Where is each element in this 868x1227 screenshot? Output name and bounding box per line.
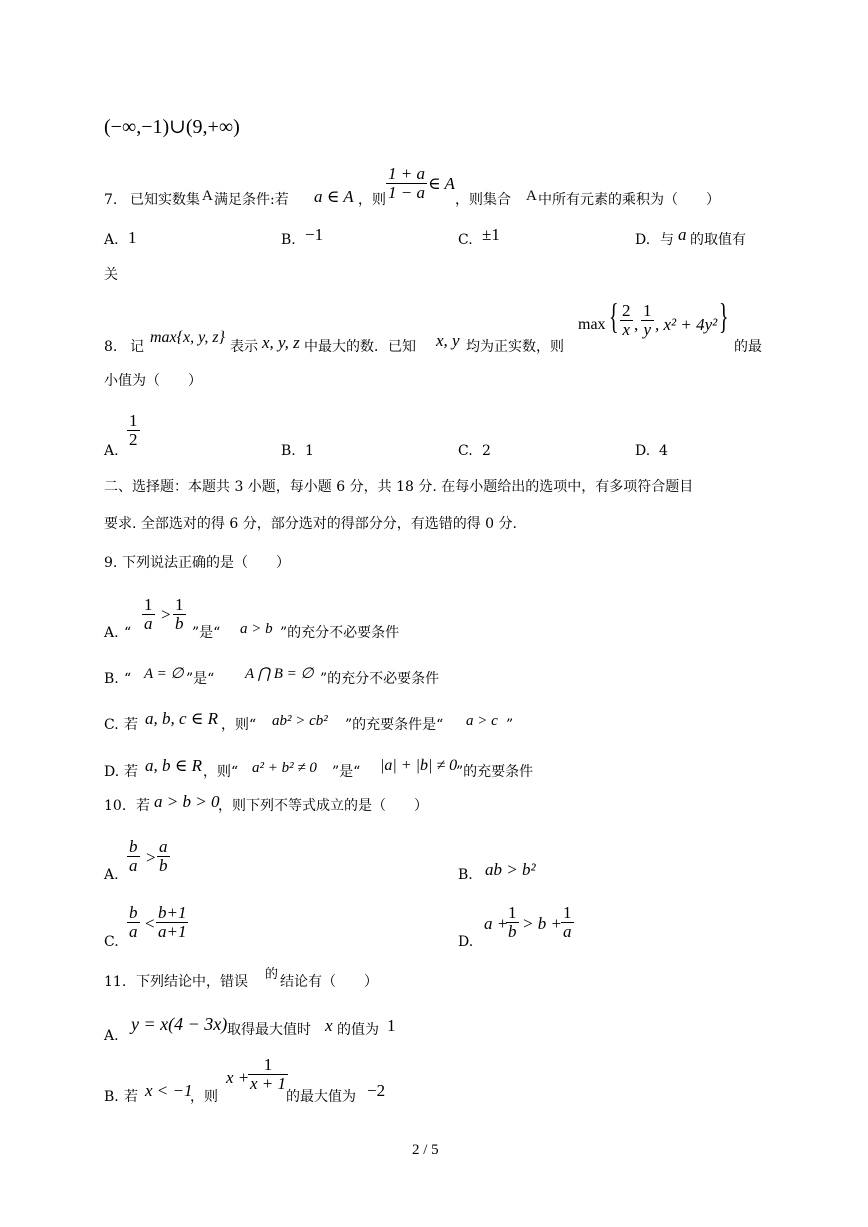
q9-b-tail: ”的充分不必要条件 [320, 671, 440, 687]
q9-a-fraction-1 [142, 596, 155, 633]
q10-c-label: C. [104, 934, 119, 950]
q10-c-f2-denominator: a+1 [158, 922, 187, 941]
q7-option-b-label: B. [281, 232, 296, 248]
q11-a-expression: y = x(4 − 3x) [131, 1014, 228, 1034]
q10-a-f1-denominator: a [129, 856, 138, 875]
q11-b-value: −2 [367, 1081, 386, 1100]
q10-text-1: 若 [136, 798, 150, 814]
q7-set-a: A [202, 188, 213, 204]
q11-b-text-1: 若 [124, 1089, 138, 1105]
q7-text-3: ，则 [358, 192, 386, 208]
q7-option-d-var: a [678, 225, 687, 244]
q10-b-label: B. [458, 867, 473, 883]
q7-option-d-label: D. [635, 232, 651, 248]
q10-condition: a > b > 0 [154, 792, 220, 811]
q7-option-b-value: −1 [305, 225, 324, 244]
q8-option-a-fraction [127, 412, 140, 449]
q9-c-text-1: 若 [124, 717, 138, 733]
q9-a-expression: a > b [240, 621, 273, 637]
q7-option-d-text-3: 关 [104, 267, 118, 283]
previous-answer: (−∞,−1)∪(9,+∞) [104, 116, 240, 138]
q10-c-operator: < [145, 914, 155, 933]
q9-c-label: C. [104, 717, 119, 733]
q10-d-f2-numerator: 1 [563, 903, 572, 922]
q9-a-f1-denominator: a [144, 614, 153, 633]
q8-text-2: 表示 [230, 339, 258, 355]
page-number: 2 / 5 [412, 1142, 439, 1158]
q7-option-c-value: ±1 [482, 225, 500, 244]
q7-option-c-label: C. [458, 232, 473, 248]
q10-d-f1-denominator: b [508, 922, 517, 941]
q11-number: 11. [104, 974, 127, 990]
q10-a-fraction-1 [127, 838, 140, 875]
q8-tail-expression: , x² + 4y² [655, 315, 718, 334]
q10-d-fraction-1 [506, 904, 519, 941]
q10-c-f2-numerator: b+1 [158, 903, 187, 922]
q8-vars: x, y, z [262, 333, 300, 352]
q7-option-d-text-1: 与 [660, 232, 674, 248]
q9-a-tail: ”的充分不必要条件 [280, 625, 400, 641]
q8-text-6: 小值为（ ） [104, 373, 202, 389]
q8-option-d-label: D. [635, 443, 651, 459]
q11-stem-1: 下列结论中，错误 [136, 974, 248, 990]
q8-option-b-value: 1 [305, 443, 314, 459]
q9-c-text-2: ，则“ [221, 717, 257, 733]
q7-text-1: 已知实数集 [130, 192, 200, 208]
q10-d-f1-numerator: 1 [508, 903, 517, 922]
q11-b-text-3: 的最大值为 [286, 1089, 356, 1105]
q9-b-quote: “ [124, 671, 132, 687]
q10-d-fraction-2 [561, 904, 574, 941]
q11-a-label: A. [104, 1028, 119, 1044]
q10-number: 10. [104, 798, 127, 814]
q9-d-label: D. [104, 764, 120, 780]
q10-c-f1-numerator: b [129, 903, 138, 922]
q10-d-f2-denominator: a [563, 922, 572, 941]
q8-option-b-label: B. [281, 443, 296, 459]
q8-f2-denominator: y [643, 320, 652, 339]
q9-d-text-4: ”的充要条件 [456, 764, 534, 780]
q11-stem-small: 的 [265, 967, 279, 982]
q9-d-text-1: 若 [124, 764, 138, 780]
q11-b-numerator: 1 [248, 1056, 288, 1075]
q8-comma: , [634, 315, 639, 334]
q11-b-condition: x < −1 [145, 1081, 193, 1100]
q10-c-fraction-1 [127, 904, 140, 941]
q11-a-text-1: 取得最大值时 [227, 1022, 311, 1038]
q9-a-fraction-2 [173, 596, 186, 633]
section-2-line-2: 要求. 全部选对的得 6 分，部分选对的得部分分，有选错的得 0 分. [104, 516, 517, 532]
q11-a-value: 1 [387, 1016, 396, 1035]
q10-a-fraction-2 [157, 838, 170, 875]
q9-d-text-2: ，则“ [203, 764, 239, 780]
q10-d-part-1: a + [484, 914, 509, 933]
q8-max-word: max [578, 316, 606, 333]
q7-fraction-numerator: 1 + a [388, 164, 425, 183]
q11-b-fraction [248, 1056, 288, 1093]
q8-f1-numerator: 2 [622, 301, 631, 320]
q9-d-expression-1: a, b ∈ R [145, 756, 202, 775]
q9-a-f1-numerator: 1 [144, 595, 153, 614]
q9-c-expression-1: a, b, c ∈ R [145, 709, 219, 728]
q10-a-f2-denominator: b [159, 856, 168, 875]
q8-right-brace: } [719, 296, 729, 336]
q8-f2-numerator: 1 [643, 301, 652, 320]
q9-a-f2-numerator: 1 [175, 595, 184, 614]
q11-b-part-1: x + [226, 1068, 250, 1087]
q8-text-1: 记 [130, 339, 144, 355]
q10-c-fraction-2 [156, 904, 188, 941]
q7-option-a-label: A. [104, 232, 119, 248]
q9-a-quote: “ [124, 625, 132, 641]
q8-option-c-value: 2 [482, 443, 491, 459]
q9-b-expression-2: A ⋂ B = ∅ [245, 666, 314, 682]
q8-number: 8. [104, 339, 118, 355]
q7-text-5: 中所有元素的乘积为（ ） [538, 192, 720, 208]
q7-number: 7. [104, 192, 118, 208]
q8-text-3: 中最大的数．已知 [304, 339, 416, 355]
q8-left-brace: { [609, 296, 619, 336]
q11-b-text-2: ，则 [190, 1089, 218, 1105]
q7-fraction-denominator: 1 − a [388, 183, 425, 202]
q9-c-expression-2: ab² > cb² [272, 713, 328, 729]
q7-condition: a ∈ A [314, 187, 354, 206]
q10-c-f1-denominator: a [129, 922, 138, 941]
q9-a-gt: > [161, 605, 171, 624]
q11-a-var: x [325, 1016, 333, 1035]
q10-a-label: A. [104, 867, 119, 883]
q8-option-d-value: 4 [659, 443, 668, 459]
q10-text-2: ，则下列不等式成立的是（ ） [218, 798, 428, 814]
q9-d-expression-3: |a| + |b| ≠ 0 [380, 757, 458, 774]
q8-xy: x, y [436, 331, 460, 350]
q7-option-a-value: 1 [128, 228, 137, 247]
q9-a-connector: ”是“ [192, 625, 221, 641]
q11-a-text-2: 的值为 [337, 1022, 379, 1038]
q10-a-operator: > [146, 848, 156, 867]
q7-option-d-text-2: 的取值有 [690, 232, 746, 248]
q8-option-a-denominator: 2 [129, 430, 138, 449]
q9-b-expression-1: A = ∅ [144, 666, 184, 682]
q8-f1-denominator: x [622, 320, 631, 339]
q8-text-5: 的最 [734, 339, 762, 355]
q9-d-expression-2: a² + b² ≠ 0 [252, 760, 317, 776]
q10-b-expression: ab > b² [485, 860, 536, 879]
q8-text-4: 均为正实数，则 [466, 339, 564, 355]
q9-b-connector: ”是“ [186, 671, 215, 687]
q11-b-denominator: x + 1 [250, 1074, 287, 1093]
q10-d-part-2: > b + [522, 914, 562, 933]
q7-set-a-2: A [526, 188, 537, 204]
q11-b-label: B. [104, 1089, 119, 1105]
q9-c-expression-3: a > c [466, 713, 498, 729]
q8-option-a-numerator: 1 [129, 411, 138, 430]
q9-b-label: B. [104, 671, 119, 687]
q10-a-f1-numerator: b [129, 837, 138, 856]
q9-a-f2-denominator: b [175, 614, 184, 633]
section-2-line-1: 二、选择题：本题共 3 小题，每小题 6 分，共 18 分. 在每小题给出的选项中，有多项符合题目 [104, 479, 694, 495]
q7-in-a: ∈ A [428, 174, 455, 193]
q8-fraction-2 [641, 302, 654, 339]
q9-stem: 下列说法正确的是（ ） [122, 555, 290, 571]
q7-text-4: ，则集合 [455, 192, 511, 208]
q11-stem-2: 结论有（ ） [280, 974, 378, 990]
q9-d-text-3: ”是“ [332, 764, 361, 780]
q8-max-expression: max{x, y, z} [150, 329, 225, 346]
q9-c-text-3: ”的充要条件是“ [345, 717, 444, 733]
q7-text-2: 满足条件:若 [214, 192, 289, 208]
q7-fraction [386, 165, 427, 202]
q8-option-a-label: A. [104, 443, 119, 459]
q8-option-c-label: C. [458, 443, 473, 459]
q9-a-label: A. [104, 625, 119, 641]
q10-a-f2-numerator: a [159, 837, 168, 856]
q8-fraction-1 [620, 302, 633, 339]
q9-number: 9. [104, 555, 118, 571]
q9-c-text-4: ” [506, 717, 514, 733]
q10-d-label: D. [458, 934, 474, 950]
